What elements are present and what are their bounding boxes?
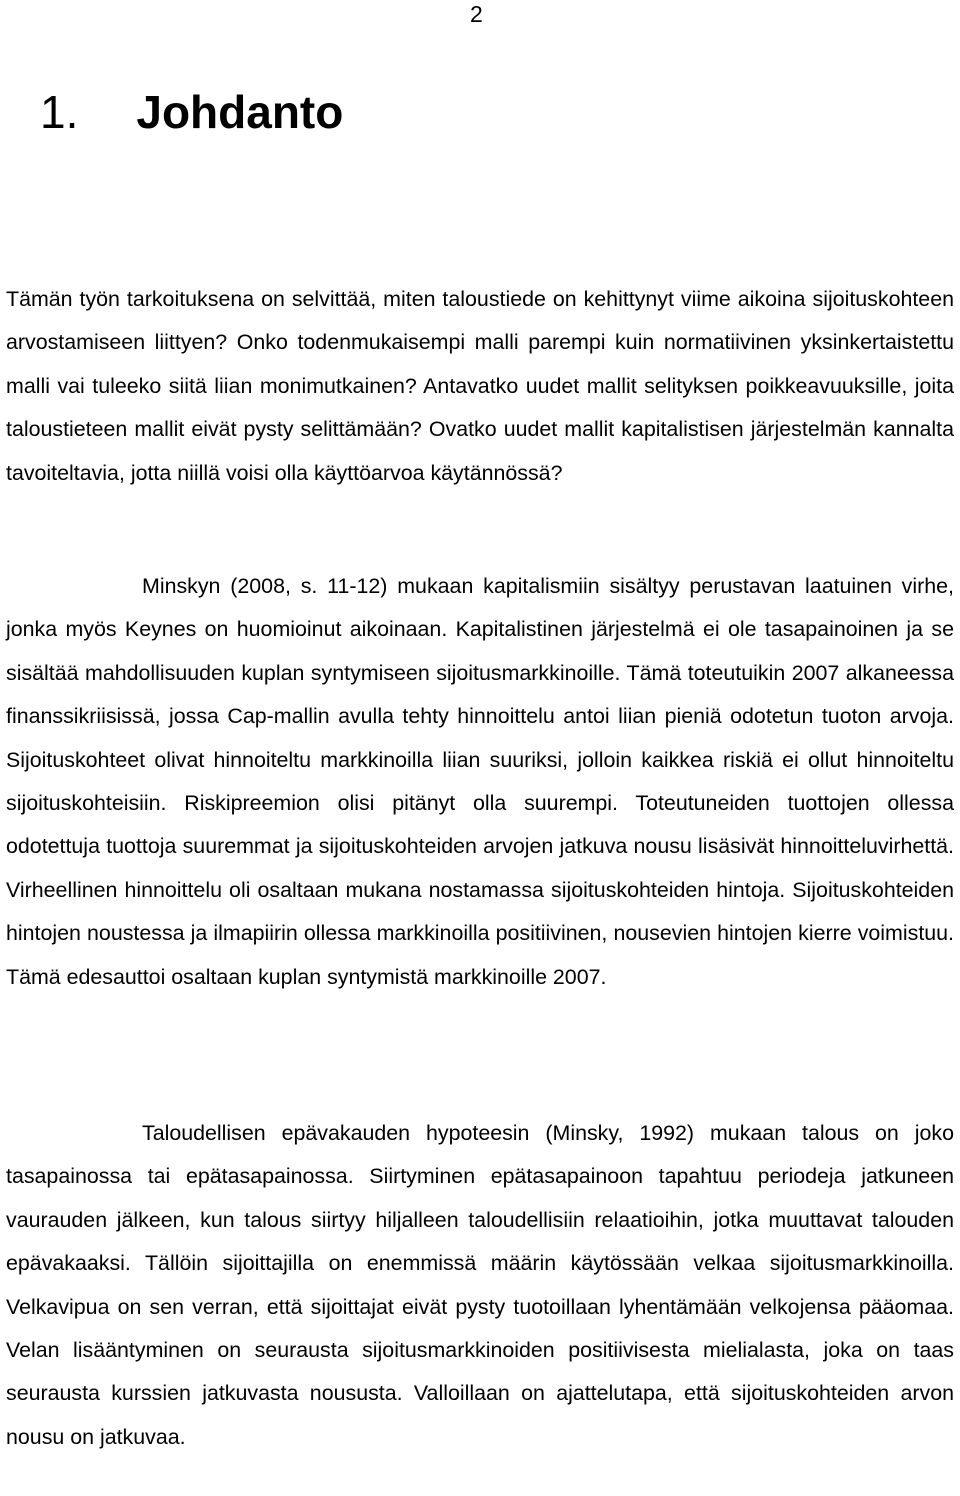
chapter-number: 1.	[40, 86, 79, 138]
chapter-title: Johdanto	[136, 86, 344, 138]
paragraph-minsky-2008: Minskyn (2008, s. 11-12) mukaan kapitalismiin sisältyy perustavan laatuinen virhe, jonka myös Keynes on huomioinut aikoinaan. Kapitalistinen järjestelmä ei ole tasapainoinen ja se sisältää mahdollisuuden kuplan syntymiseen sijoitusmarkkinoille. Tämä toteutuikin 2007 alkaneessa finanssikriisissä, jossa Cap-mallin avulla tehty hinnoittelu antoi liian pieniä odotetun tuoton arvoja. Sijoituskohteet olivat hinnoiteltu markkinoilla liian suuriksi, jolloin kaikkea riskiä ei ollut hinnoiteltu sijoituskohteisiin. Riskipreemion olisi pitänyt olla suurempi. Toteutuneiden tuottojen ollessa odotettuja tuottoja suuremmat ja sijoituskohteiden arvojen jatkuva nousu lisäsivät hinnoitteluvirhettä. Virheellinen hinnoittelu oli osaltaan mukana nostamassa sijoituskohteiden hintoja. Sijoituskohteiden hintojen noustessa ja ilmapiirin ollessa markkinoilla positiivinen, nousevien hintojen kierre voimistuu. Tämä edesauttoi osaltaan kuplan syntymistä markkinoille 2007.	[6, 574, 954, 989]
page-number: 2	[470, 1, 483, 27]
paragraph-instability-hypothesis: Taloudellisen epävakauden hypoteesin (Minsky, 1992) mukaan talous on joko tasapainossa tai epätasapainossa. Siirtyminen epätasapainoon tapahtuu periodeja jatkuneen vaurauden jälkeen, kun talous siirtyy hiljalleen taloudellisiin relaatioihin, jotka muuttavat talouden epävakaaksi. Tällöin sijoittajilla on enemmissä määrin käytössään velkaa sijoitusmarkkinoilla. Velkavipua on sen verran, että sijoittajat eivät pysty tuotoillaan lyhentämään velkojensa pääomaa. Velan lisääntyminen on seurausta sijoitusmarkkinoiden positiivisesta mielialasta, joka on taas seurausta kurssien jatkuvasta noususta. Valloillaan on ajattelutapa, että sijoituskohteiden arvon nousu on jatkuvaa.	[6, 1121, 954, 1449]
chapter-heading	[40, 84, 343, 140]
paragraph-intro: Tämän työn tarkoituksena on selvittää, miten taloustiede on kehittynyt viime aikoina sijoituskohteen arvostamiseen liittyen? Onko todenmukaisempi malli parempi kuin normatiivinen yksinkertaistettu malli vai tuleeko siitä liian monimutkainen? Antavatko uudet mallit selityksen poikkeavuuksille, joita taloustieteen mallit eivät pysty selittämään? Ovatko uudet mallit kapitalistisen järjestelmän kannalta tavoiteltavia, jotta niillä voisi olla käyttöarvoa käytännössä?	[6, 287, 954, 485]
